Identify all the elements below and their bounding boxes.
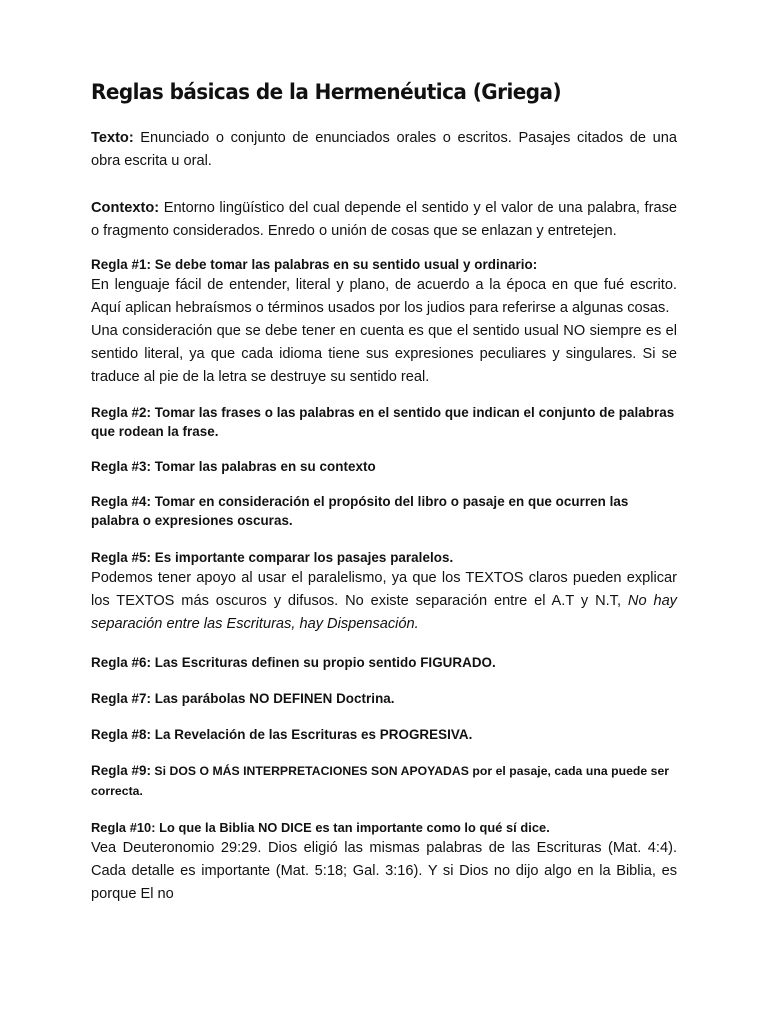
regla-5-text: Podemos tener apoyo al usar el paralelismo, ya que los TEXTOS claros pueden explicar los TEXTOS más oscuros y difusos. No existe separación entre el A.T y N.T, [91, 570, 677, 609]
regla-5-italic-text: No hay separación entre las Escrituras, hay Dispensación. [91, 593, 677, 632]
contexto-text: Entorno lingüístico del cual depende el sentido y el valor de una palabra, frase o fragmento considerados. Enredo o unión de cosas que se enlazan y entretejen. [91, 200, 677, 239]
texto-text: Enunciado o conjunto de enunciados orales o escritos. Pasajes citados de una obra escrita u oral. [91, 130, 677, 169]
texto-label: Texto: [91, 130, 134, 146]
regla-1-heading: Regla #1: Se debe tomar las palabras en su sentido usual y ordinario: [91, 257, 538, 272]
regla-4-heading: Regla #4: Tomar en consideración el propósito del libro o pasaje en que ocurren las palabra o expresiones oscuras. [91, 494, 629, 528]
contexto-label: Contexto: [91, 200, 160, 216]
regla-9-label: Regla #9: [91, 763, 151, 778]
document-title: Reglas básicas de la Hermenéutica (Griega) [91, 80, 562, 105]
document-content [91, 80, 677, 906]
texto-definition [91, 127, 677, 173]
regla-3-heading: Regla #3: Tomar las palabras en su contexto [91, 459, 376, 474]
regla-9-heading [91, 761, 677, 801]
regla-5-heading: Regla #5: Es importante comparar los pasajes paralelos. [91, 550, 454, 565]
regla-9-text: Si DOS O MÁS INTERPRETACIONES SON APOYADAS por el pasaje, cada una puede ser correcta. [91, 764, 670, 798]
regla-10-heading: Regla #10: Lo que la Biblia NO DICE es tan importante como lo qué sí dice. [91, 820, 550, 835]
regla-7-heading: Regla #7: Las parábolas NO DEFINEN Doctrina. [91, 691, 395, 706]
regla-6-heading: Regla #6: Las Escrituras definen su propio sentido FIGURADO. [91, 655, 496, 670]
regla-8-heading: Regla #8: La Revelación de las Escrituras es PROGRESIVA. [91, 727, 473, 742]
regla-1-paragraph-1: En lenguaje fácil de entender, literal y plano, de acuerdo a la época en que fué escrito. Aquí aplican hebraísmos o términos usados por los judios para referirse a algunas cosas. [91, 277, 677, 316]
regla-5-paragraph [91, 567, 677, 636]
contexto-definition [91, 197, 677, 243]
regla-10-paragraph: Vea Deuteronomio 29:29. Dios eligió las mismas palabras de las Escrituras (Mat. 4:4). Cada detalle es importante (Mat. 5:18; Gal. 3:16). Y si Dios no dijo algo en la Biblia, es porque El no [91, 840, 677, 902]
regla-2-heading: Regla #2: Tomar las frases o las palabras en el sentido que indican el conjunto de palabras que rodean la frase. [91, 405, 675, 439]
regla-1-paragraph-2: Una consideración que se debe tener en cuenta es que el sentido usual NO siempre es el sentido literal, ya que cada idioma tiene sus expresiones peculiares y singulares. Si se traduce al pie de la letra se destruye su sentido real. [91, 323, 677, 385]
